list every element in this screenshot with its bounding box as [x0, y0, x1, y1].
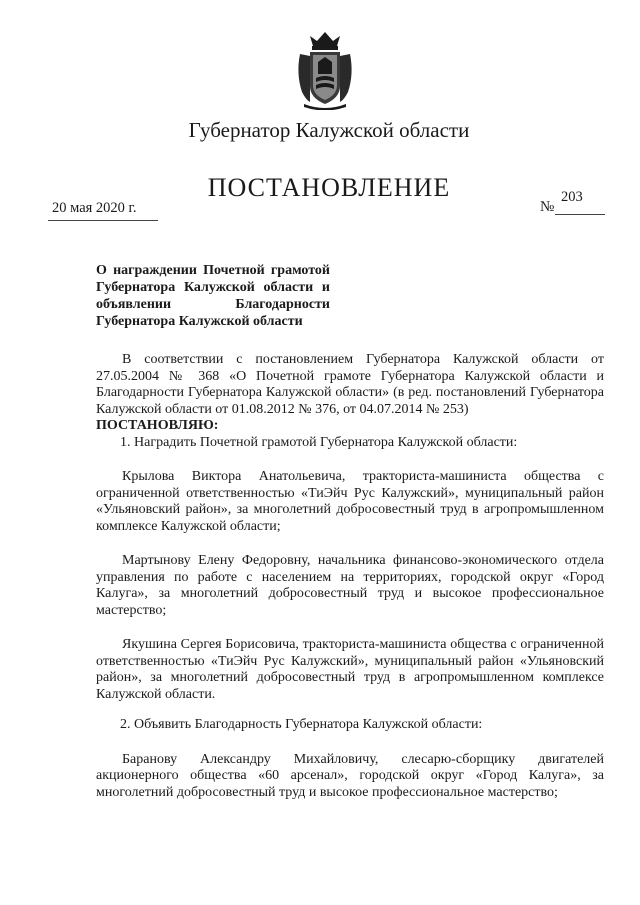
document-subject: О награждении Почетной грамотой Губернатора Калужской области и объявлении Благодарности Губернатора Калужской области	[96, 263, 330, 329]
decree-heading: ПОСТАНОВЛЯЮ:	[96, 418, 219, 433]
number-label: №	[540, 199, 555, 215]
document-number: 203	[561, 189, 583, 205]
document-type: ПОСТАНОВЛЕНИЕ	[207, 173, 451, 202]
issuer-title: Губернатор Калужской области	[188, 118, 470, 142]
number-underline	[555, 214, 605, 215]
item-1-heading: 1. Наградить Почетной грамотой Губернатора Калужской области:	[120, 434, 518, 450]
document-date: 20 мая 2020 г.	[52, 200, 137, 216]
award-paragraph: Крылова Виктора Анатольевича, тракториста-машиниста общества с ограниченной ответственностью «ТиЭйч Рус Калужский», муниципальный район «Ульяновский район», за многолетний добросовестный труд в агропромышленном комплексе Калужской области;	[96, 469, 604, 534]
award-paragraph: Якушина Сергея Борисовича, тракториста-машиниста общества с ограниченной ответственностью «ТиЭйч Рус Калужский», муниципальный район «Ульяновский район», за многолетний добросовестный труд в агропромышленном комплексе Калужской области.	[96, 637, 604, 702]
preamble-paragraph: В соответствии с постановлением Губернатора Калужской области от 27.05.2004 № 368 «О Почетной грамоте Губернатора Калужской области и Благодарности Губернатора Калужской области» (в ред. постановлений Губернатора Калужской области от 01.08.2012 № 376, от 04.07.2014 № 253)	[96, 352, 604, 417]
coat-of-arms-icon	[296, 30, 354, 110]
award-paragraph: Мартынову Елену Федоровну, начальника финансово-экономического отдела управления по работе с населением на территориях, городской округ «Город Калуга», за многолетний добросовестный труд и высокое профессиональное мастерство;	[96, 553, 604, 618]
date-underline	[48, 220, 158, 221]
thanks-paragraph: Баранову Александру Михайловичу, слесарю-сборщику двигателей акционерного общества «60 арсенал», городской округ «Город Калуга», за многолетний добросовестный труд и высокое профессиональное мастерство;	[96, 751, 604, 800]
document-body	[96, 352, 604, 801]
item-2-heading: 2. Объявить Благодарность Губернатора Калужской области:	[120, 717, 483, 732]
